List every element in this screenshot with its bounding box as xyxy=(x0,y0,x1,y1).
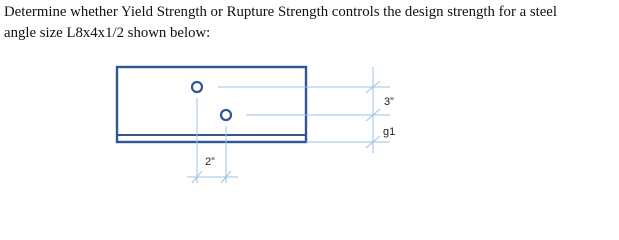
extension-lines-right xyxy=(218,87,390,142)
angle-leg-outline xyxy=(117,67,306,142)
horizontal-dimension-line xyxy=(187,171,238,183)
vertical-dimension-line xyxy=(366,67,380,153)
gage-label: g1 xyxy=(383,126,396,138)
problem-line-1: Determine whether Yield Strength or Rupture Strength controls the design strength for a steel xyxy=(4,4,557,20)
hole-spacing-label: 3” xyxy=(384,96,394,108)
pitch-label: 2” xyxy=(205,156,215,168)
bolt-hole-lower xyxy=(221,110,231,120)
problem-line-2: angle size L8x4x1/2 shown below: xyxy=(4,25,211,41)
bolt-hole-upper xyxy=(192,82,202,92)
